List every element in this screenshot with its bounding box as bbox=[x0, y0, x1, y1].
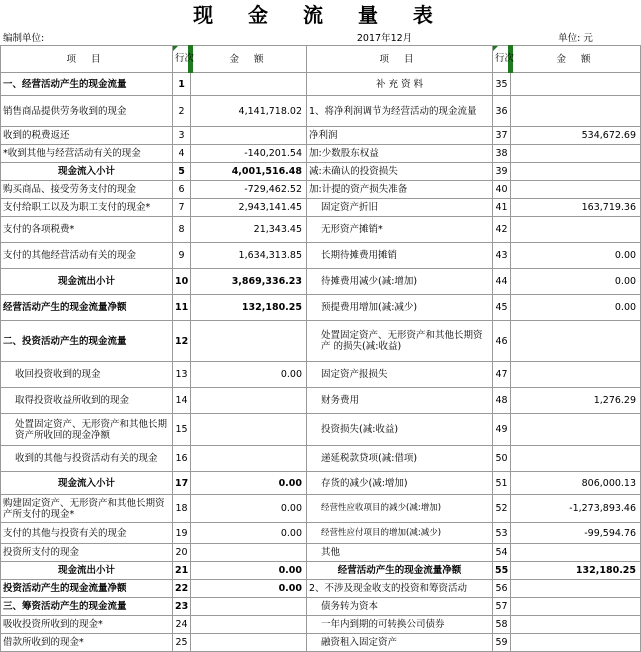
right-amount-cell[interactable] bbox=[511, 321, 641, 362]
left-amount-cell[interactable]: 0.00 bbox=[191, 362, 307, 388]
table-row bbox=[1, 544, 641, 562]
right-amount-cell[interactable]: 163,719.36 bbox=[511, 199, 641, 217]
left-line-number[interactable]: 24 bbox=[173, 616, 191, 634]
left-item-label[interactable]: 收到的税费返还 bbox=[1, 127, 173, 145]
left-item-label[interactable]: 现金流入小计 bbox=[1, 472, 173, 495]
left-line-number[interactable]: 22 bbox=[173, 580, 191, 598]
left-amount-cell[interactable] bbox=[191, 414, 307, 446]
right-amount-cell[interactable]: -1,273,893.46 bbox=[511, 495, 641, 523]
table-row bbox=[1, 616, 641, 634]
right-amount-cell[interactable] bbox=[511, 544, 641, 562]
table-row bbox=[1, 145, 641, 163]
left-item-label[interactable]: 二、投资活动产生的现金流量 bbox=[1, 321, 173, 362]
right-amount-cell[interactable] bbox=[511, 217, 641, 243]
table-row bbox=[1, 96, 641, 127]
right-item-label[interactable]: 1、将净利润调节为经营活动的现金流量 bbox=[307, 96, 493, 127]
page-title: 现 金 流 量 表 bbox=[193, 3, 447, 27]
table-row bbox=[1, 598, 641, 616]
left-amount-cell[interactable] bbox=[191, 321, 307, 362]
left-item-label[interactable]: 经营活动产生的现金流量净额 bbox=[1, 295, 173, 321]
right-item-label[interactable]: 经营活动产生的现金流量净额 bbox=[307, 562, 493, 580]
left-amount-cell[interactable] bbox=[191, 544, 307, 562]
right-line-number[interactable]: 35 bbox=[493, 73, 511, 96]
table-row bbox=[1, 163, 641, 181]
right-line-number[interactable]: 57 bbox=[493, 598, 511, 616]
table-row bbox=[1, 634, 641, 652]
report-period: 2017年12月 bbox=[191, 31, 511, 46]
left-item-label[interactable]: *收到其他与经营活动有关的现金 bbox=[1, 145, 173, 163]
left-amount-cell[interactable]: -140,201.54 bbox=[191, 145, 307, 163]
right-item-label[interactable]: 财务费用 bbox=[307, 388, 493, 414]
right-line-number[interactable]: 59 bbox=[493, 634, 511, 652]
left-item-label[interactable]: 取得投资收益所收到的现金 bbox=[1, 388, 173, 414]
right-amount-cell[interactable]: -99,594.76 bbox=[511, 523, 641, 544]
table-row bbox=[1, 73, 641, 96]
cell-marker-icon bbox=[173, 46, 178, 51]
table-row bbox=[1, 217, 641, 243]
table-row bbox=[1, 472, 641, 495]
left-amount-cell[interactable]: 3,869,336.23 bbox=[191, 269, 307, 295]
left-amount-cell[interactable] bbox=[191, 446, 307, 472]
right-line-number[interactable]: 46 bbox=[493, 321, 511, 362]
left-line-number[interactable]: 25 bbox=[173, 634, 191, 652]
right-amount-cell[interactable] bbox=[511, 446, 641, 472]
right-amount-cell[interactable] bbox=[511, 96, 641, 127]
table-row bbox=[1, 446, 641, 472]
left-item-label[interactable]: 吸收投资所收到的现金* bbox=[1, 616, 173, 634]
right-amount-cell[interactable]: 534,672.69 bbox=[511, 127, 641, 145]
right-item-label[interactable]: 投资损失(减:收益) bbox=[307, 414, 493, 446]
left-item-label[interactable]: 借款所收到的现金* bbox=[1, 634, 173, 652]
right-line-number[interactable]: 50 bbox=[493, 446, 511, 472]
left-line-number[interactable]: 20 bbox=[173, 544, 191, 562]
table-row bbox=[1, 321, 641, 362]
left-amount-cell[interactable]: 0.00 bbox=[191, 495, 307, 523]
header-line-right: 行次 bbox=[493, 46, 511, 73]
right-item-label[interactable]: 补 充 资 料 bbox=[307, 73, 493, 96]
right-item-label[interactable]: 一年内到期的可转换公司债券 bbox=[307, 616, 493, 634]
table-row bbox=[1, 199, 641, 217]
left-item-label[interactable]: 投资活动产生的现金流量净额 bbox=[1, 580, 173, 598]
table-row bbox=[1, 243, 641, 269]
right-line-number[interactable]: 55 bbox=[493, 562, 511, 580]
right-amount-cell[interactable]: 132,180.25 bbox=[511, 562, 641, 580]
left-line-number[interactable]: 10 bbox=[173, 269, 191, 295]
left-amount-cell[interactable]: 0.00 bbox=[191, 562, 307, 580]
right-amount-cell[interactable] bbox=[511, 580, 641, 598]
left-line-number[interactable]: 9 bbox=[173, 243, 191, 269]
table-row bbox=[1, 269, 641, 295]
right-item-label[interactable]: 加:少数股东权益 bbox=[307, 145, 493, 163]
right-line-number[interactable]: 47 bbox=[493, 362, 511, 388]
left-amount-cell[interactable]: 1,634,313.85 bbox=[191, 243, 307, 269]
right-amount-cell[interactable]: 806,000.13 bbox=[511, 472, 641, 495]
left-amount-cell[interactable]: -729,462.52 bbox=[191, 181, 307, 199]
right-line-number[interactable]: 45 bbox=[493, 295, 511, 321]
right-line-number[interactable]: 53 bbox=[493, 523, 511, 544]
left-item-label[interactable]: 投资所支付的现金 bbox=[1, 544, 173, 562]
left-line-number[interactable]: 13 bbox=[173, 362, 191, 388]
right-line-number[interactable]: 56 bbox=[493, 580, 511, 598]
right-amount-cell[interactable] bbox=[511, 181, 641, 199]
left-item-label[interactable]: 一、经营活动产生的现金流量 bbox=[1, 73, 173, 96]
left-amount-cell[interactable] bbox=[191, 598, 307, 616]
left-line-number[interactable]: 1 bbox=[173, 73, 191, 96]
left-line-number[interactable]: 18 bbox=[173, 495, 191, 523]
table-row bbox=[1, 388, 641, 414]
left-item-label[interactable]: 处置固定资产、无形资产和其他长期资产所收回的现金净额 bbox=[1, 414, 173, 446]
header-item-left: 项 目 bbox=[1, 46, 173, 73]
table-row bbox=[1, 414, 641, 446]
left-amount-cell[interactable]: 0.00 bbox=[191, 580, 307, 598]
left-amount-cell[interactable]: 4,001,516.48 bbox=[191, 163, 307, 181]
right-item-label[interactable]: 固定资产折旧 bbox=[307, 199, 493, 217]
right-line-number[interactable]: 43 bbox=[493, 243, 511, 269]
right-item-label[interactable]: 经营性应收项目的减少(减:增加) bbox=[307, 495, 493, 523]
left-line-number[interactable]: 23 bbox=[173, 598, 191, 616]
right-line-number[interactable]: 37 bbox=[493, 127, 511, 145]
right-line-number[interactable]: 51 bbox=[493, 472, 511, 495]
table-row bbox=[1, 181, 641, 199]
left-line-number[interactable]: 11 bbox=[173, 295, 191, 321]
right-item-label[interactable]: 存货的减少(减:增加) bbox=[307, 472, 493, 495]
right-item-label[interactable]: 其他 bbox=[307, 544, 493, 562]
right-amount-cell[interactable] bbox=[511, 145, 641, 163]
left-line-number[interactable]: 2 bbox=[173, 96, 191, 127]
header-row bbox=[1, 46, 641, 73]
right-line-number[interactable]: 41 bbox=[493, 199, 511, 217]
left-line-number[interactable]: 5 bbox=[173, 163, 191, 181]
right-line-number[interactable]: 48 bbox=[493, 388, 511, 414]
header-item-right: 项 目 bbox=[307, 46, 493, 73]
table-row bbox=[1, 362, 641, 388]
left-item-label[interactable]: 支付的其他经营活动有关的现金 bbox=[1, 243, 173, 269]
right-line-number[interactable]: 58 bbox=[493, 616, 511, 634]
table-row bbox=[1, 127, 641, 145]
right-line-number[interactable]: 49 bbox=[493, 414, 511, 446]
left-item-label[interactable]: 收到的其他与投资活动有关的现金 bbox=[1, 446, 173, 472]
right-amount-cell[interactable] bbox=[511, 634, 641, 652]
right-amount-cell[interactable]: 0.00 bbox=[511, 295, 641, 321]
left-item-label[interactable]: 收回投资收到的现金 bbox=[1, 362, 173, 388]
info-row bbox=[1, 31, 641, 46]
right-line-number[interactable]: 36 bbox=[493, 96, 511, 127]
right-line-number[interactable]: 54 bbox=[493, 544, 511, 562]
left-item-label[interactable]: 支付给职工以及为职工支付的现金* bbox=[1, 199, 173, 217]
left-item-label[interactable]: 三、筹资活动产生的现金流量 bbox=[1, 598, 173, 616]
left-line-number[interactable]: 6 bbox=[173, 181, 191, 199]
right-item-label[interactable]: 净利润 bbox=[307, 127, 493, 145]
left-line-number[interactable]: 17 bbox=[173, 472, 191, 495]
right-line-number[interactable]: 44 bbox=[493, 269, 511, 295]
right-item-label[interactable]: 递延税款贷项(减:借项) bbox=[307, 446, 493, 472]
cell-marker-icon bbox=[493, 46, 498, 51]
right-line-number[interactable]: 39 bbox=[493, 163, 511, 181]
right-amount-cell[interactable] bbox=[511, 598, 641, 616]
left-line-number[interactable]: 21 bbox=[173, 562, 191, 580]
left-item-label[interactable]: 销售商品提供劳务收到的现金 bbox=[1, 96, 173, 127]
left-amount-cell[interactable] bbox=[191, 388, 307, 414]
left-item-label[interactable]: 购建固定资产、无形资产和其他长期资产所支付的现金* bbox=[1, 495, 173, 523]
left-amount-cell[interactable] bbox=[191, 127, 307, 145]
left-item-label[interactable]: 支付的各项税费* bbox=[1, 217, 173, 243]
right-item-label[interactable]: 待摊费用减少(减:增加) bbox=[307, 269, 493, 295]
right-item-label[interactable]: 2、不涉及现金收支的投资和筹资活动 bbox=[307, 580, 493, 598]
right-line-number[interactable]: 42 bbox=[493, 217, 511, 243]
left-line-number[interactable]: 14 bbox=[173, 388, 191, 414]
right-item-label[interactable]: 处置固定资产、无形资产和其他长期资产 的损失(减:收益) bbox=[307, 321, 493, 362]
left-amount-cell[interactable]: 4,141,718.02 bbox=[191, 96, 307, 127]
left-line-number[interactable]: 16 bbox=[173, 446, 191, 472]
right-line-number[interactable]: 38 bbox=[493, 145, 511, 163]
right-amount-cell[interactable]: 0.00 bbox=[511, 243, 641, 269]
right-amount-cell[interactable]: 0.00 bbox=[511, 269, 641, 295]
left-line-number[interactable]: 12 bbox=[173, 321, 191, 362]
right-line-number[interactable]: 40 bbox=[493, 181, 511, 199]
left-amount-cell[interactable]: 2,943,141.45 bbox=[191, 199, 307, 217]
left-item-label[interactable]: 现金流入小计 bbox=[1, 163, 173, 181]
right-item-label[interactable]: 无形资产摊销* bbox=[307, 217, 493, 243]
header-amount-left: 金 额 bbox=[191, 46, 307, 73]
left-line-number[interactable]: 3 bbox=[173, 127, 191, 145]
left-line-number[interactable]: 7 bbox=[173, 199, 191, 217]
right-item-label[interactable]: 预提费用增加(减:减少) bbox=[307, 295, 493, 321]
right-amount-cell[interactable] bbox=[511, 362, 641, 388]
right-item-label[interactable]: 经营性应付项目的增加(减:减少) bbox=[307, 523, 493, 544]
left-amount-cell[interactable]: 21,343.45 bbox=[191, 217, 307, 243]
right-item-label[interactable]: 减:未确认的投资损失 bbox=[307, 163, 493, 181]
table-row bbox=[1, 523, 641, 544]
left-item-label[interactable]: 支付的其他与投资有关的现金 bbox=[1, 523, 173, 544]
left-line-number[interactable]: 19 bbox=[173, 523, 191, 544]
right-item-label[interactable]: 债务转为资本 bbox=[307, 598, 493, 616]
left-amount-cell[interactable]: 132,180.25 bbox=[191, 295, 307, 321]
left-item-label[interactable]: 现金流出小计 bbox=[1, 269, 173, 295]
currency-label: 单位: 元 bbox=[511, 31, 641, 46]
table-row bbox=[1, 580, 641, 598]
right-item-label[interactable]: 固定资产报损失 bbox=[307, 362, 493, 388]
right-item-label[interactable]: 融资租入固定资产 bbox=[307, 634, 493, 652]
right-amount-cell[interactable] bbox=[511, 163, 641, 181]
right-item-label[interactable]: 长期待摊费用摊销 bbox=[307, 243, 493, 269]
right-item-label[interactable]: 加:计提的资产损失准备 bbox=[307, 181, 493, 199]
right-amount-cell[interactable] bbox=[511, 414, 641, 446]
left-amount-cell[interactable] bbox=[191, 616, 307, 634]
right-amount-cell[interactable] bbox=[511, 73, 641, 96]
left-amount-cell[interactable]: 0.00 bbox=[191, 472, 307, 495]
left-item-label[interactable]: 现金流出小计 bbox=[1, 562, 173, 580]
table-row bbox=[1, 295, 641, 321]
right-amount-cell[interactable] bbox=[511, 616, 641, 634]
table-row bbox=[1, 495, 641, 523]
cash-flow-table bbox=[0, 30, 641, 652]
left-amount-cell[interactable] bbox=[191, 634, 307, 652]
left-line-number[interactable]: 4 bbox=[173, 145, 191, 163]
right-line-number[interactable]: 52 bbox=[493, 495, 511, 523]
unit-label: 编制单位: bbox=[1, 31, 191, 46]
header-line-left: 行次 bbox=[173, 46, 191, 73]
left-line-number[interactable]: 8 bbox=[173, 217, 191, 243]
left-amount-cell[interactable] bbox=[191, 73, 307, 96]
left-amount-cell[interactable]: 0.00 bbox=[191, 523, 307, 544]
left-line-number[interactable]: 15 bbox=[173, 414, 191, 446]
left-item-label[interactable]: 购买商品、接受劳务支付的现金 bbox=[1, 181, 173, 199]
right-amount-cell[interactable]: 1,276.29 bbox=[511, 388, 641, 414]
table-row bbox=[1, 562, 641, 580]
header-amount-right: 金 额 bbox=[511, 46, 641, 73]
